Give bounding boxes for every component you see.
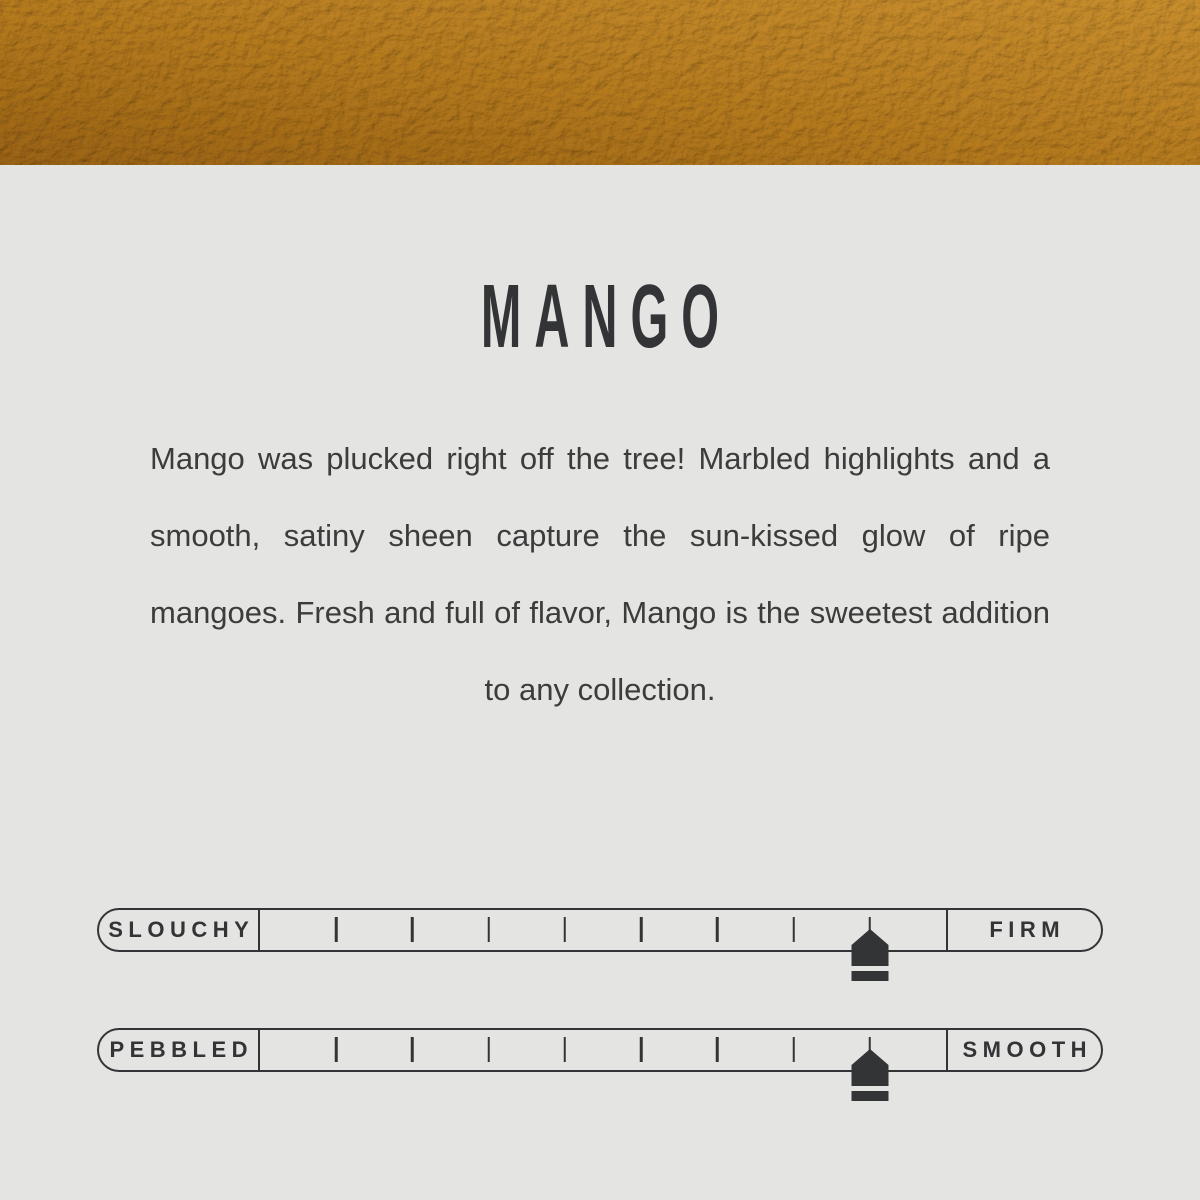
tick-mark — [716, 917, 719, 942]
tick-mark — [335, 1037, 338, 1062]
scale-marker-icon — [851, 1049, 888, 1101]
tick-mark — [411, 1037, 414, 1062]
tick-mark — [716, 1037, 719, 1062]
color-description: Mango was plucked right off the tree! Marbled highlights and a smooth, satiny sheen capture the sun-kissed glow of ripe mangoes. Fresh and full of flavor, Mango is the sweetest addition to any collection. — [150, 441, 1050, 707]
texture-scale — [97, 1028, 1103, 1072]
marker-pointer — [851, 1049, 888, 1086]
scale-marker-icon — [851, 929, 888, 981]
tick-mark — [487, 1037, 490, 1062]
tick-mark — [640, 1037, 643, 1062]
scale-track — [260, 1030, 946, 1070]
tick-mark — [487, 917, 490, 942]
tick-mark — [564, 917, 567, 942]
tick-mark — [640, 917, 643, 942]
scale-track — [260, 910, 946, 950]
leather-texture-image — [0, 0, 1200, 165]
marker-pointer — [851, 929, 888, 966]
firmness-scale — [97, 908, 1103, 952]
tick-mark — [564, 1037, 567, 1062]
marker-base — [851, 1091, 888, 1101]
tick-mark — [335, 917, 338, 942]
scale-left-label: PEBBLED — [99, 1030, 260, 1070]
scale-right-label: SMOOTH — [946, 1030, 1101, 1070]
marker-base — [851, 971, 888, 981]
leather-texture-banner — [0, 0, 1200, 165]
tick-mark — [792, 1037, 795, 1062]
scale-left-label: SLOUCHY — [99, 910, 260, 950]
tick-mark — [792, 917, 795, 942]
page-title: MANGO — [480, 267, 733, 367]
tick-mark — [411, 917, 414, 942]
scale-right-label: FIRM — [946, 910, 1101, 950]
